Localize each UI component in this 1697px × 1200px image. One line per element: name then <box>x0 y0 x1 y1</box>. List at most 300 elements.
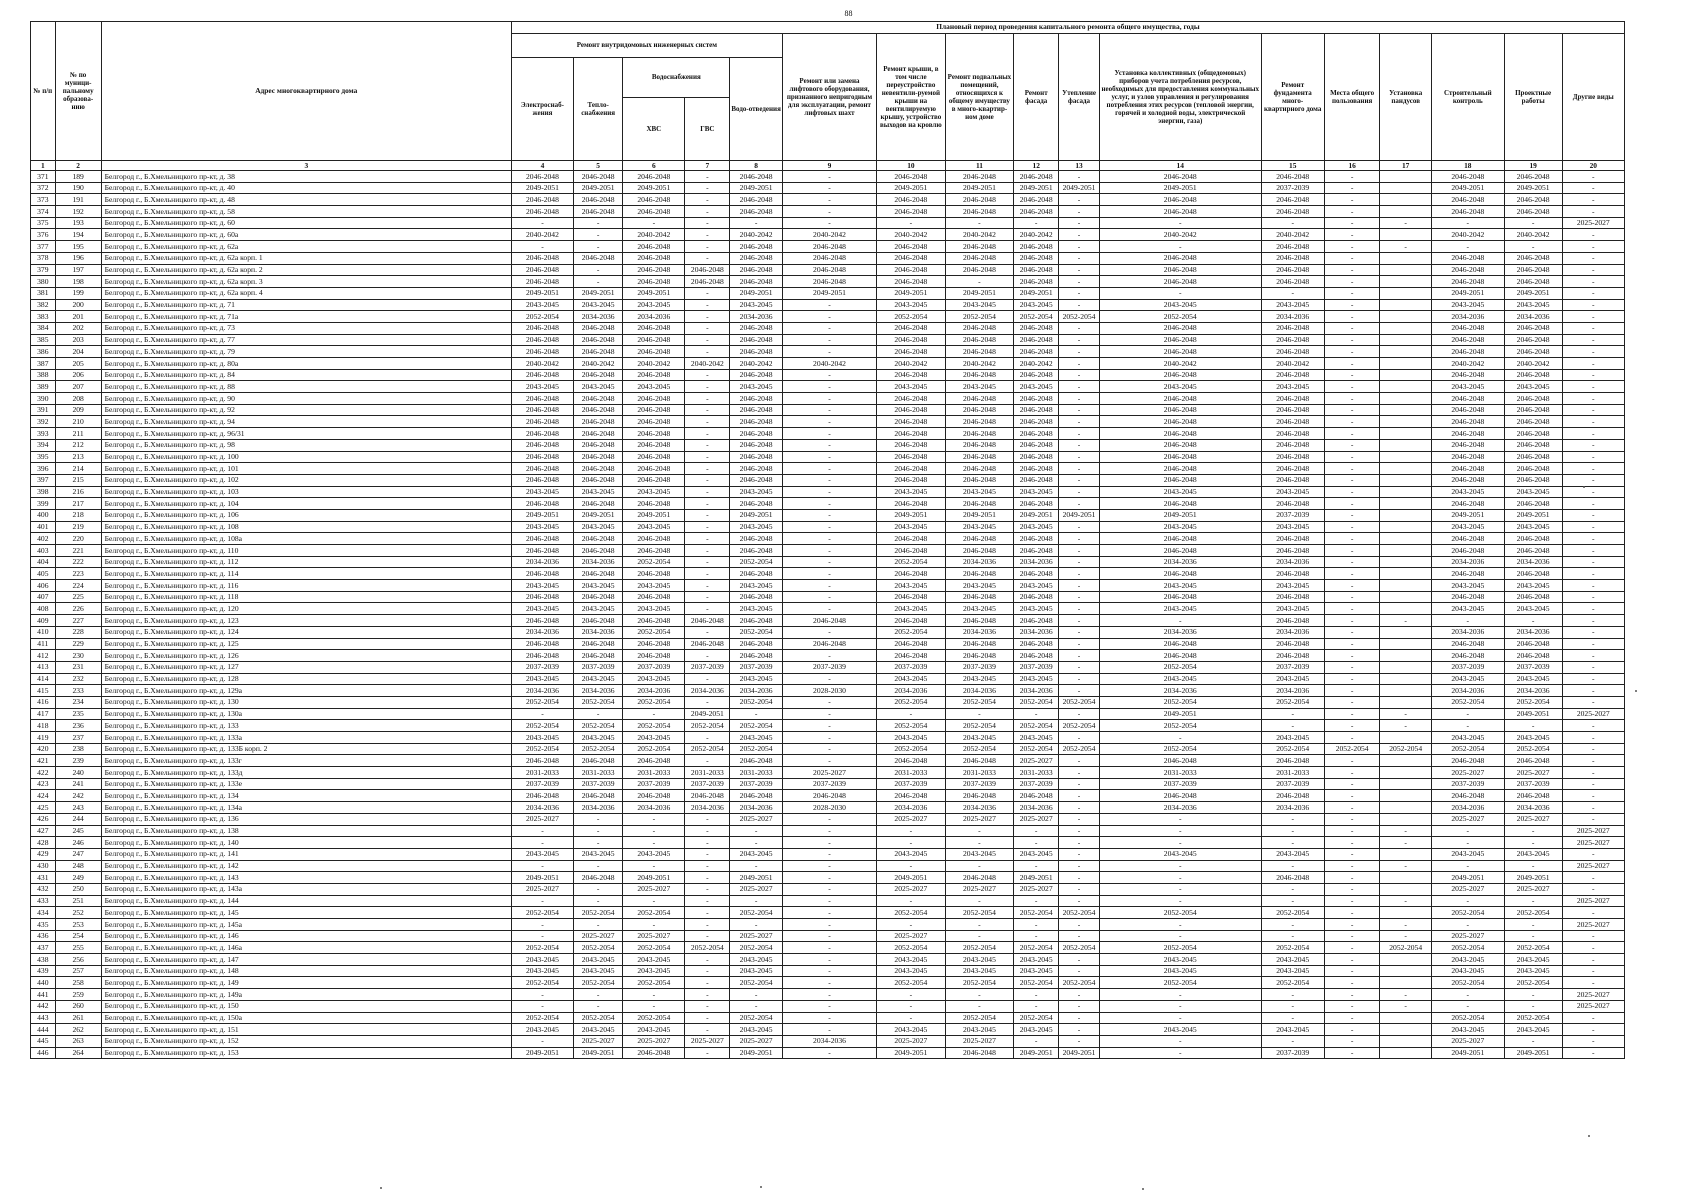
period-cell: 2049-2051 <box>730 287 782 299</box>
period-cell: 2043-2045 <box>1099 486 1261 498</box>
period-cell: 2046-2048 <box>511 545 573 557</box>
period-cell: 2046-2048 <box>1099 533 1261 545</box>
period-cell: 2034-2036 <box>1504 802 1562 814</box>
row-number-cell: 424 <box>31 790 56 802</box>
municipal-number-cell: 261 <box>55 1012 101 1024</box>
period-cell: - <box>1562 1047 1624 1059</box>
address-cell: Белгород г., Б.Хмельницкого пр-кт, д. 129а <box>101 685 511 697</box>
period-cell: 2031-2033 <box>730 767 782 779</box>
period-cell: - <box>782 182 876 194</box>
column-number: 4 <box>511 161 573 171</box>
period-cell: - <box>511 919 573 931</box>
period-cell: - <box>945 825 1014 837</box>
period-cell: - <box>1562 171 1624 183</box>
period-cell: - <box>782 673 876 685</box>
period-cell: - <box>1059 533 1100 545</box>
municipal-number-cell: 196 <box>55 252 101 264</box>
period-cell: 2043-2045 <box>730 732 782 744</box>
period-cell: - <box>1431 989 1504 1001</box>
period-cell: 2025-2027 <box>730 930 782 942</box>
period-cell: 2052-2054 <box>623 1012 685 1024</box>
row-number-cell: 407 <box>31 591 56 603</box>
period-cell: - <box>1059 813 1100 825</box>
header-drain: Водо-отведения <box>730 58 782 161</box>
period-cell: 2046-2048 <box>574 790 623 802</box>
municipal-number-cell: 195 <box>55 241 101 253</box>
period-cell: - <box>1099 615 1261 627</box>
address-cell: Белгород г., Б.Хмельницкого пр-кт, д. 112 <box>101 556 511 568</box>
period-cell: 2052-2054 <box>877 696 946 708</box>
period-cell: - <box>782 474 876 486</box>
period-cell: 2046-2048 <box>574 463 623 475</box>
period-cell: 2043-2045 <box>1261 732 1324 744</box>
period-cell: - <box>782 965 876 977</box>
period-cell: - <box>945 919 1014 931</box>
period-cell: - <box>1324 311 1380 323</box>
row-number-cell: 400 <box>31 509 56 521</box>
period-cell: 2052-2054 <box>574 907 623 919</box>
period-cell: 2046-2048 <box>1431 533 1504 545</box>
period-cell <box>1380 299 1431 311</box>
period-cell: 2052-2054 <box>1431 696 1504 708</box>
period-cell: 2046-2048 <box>1431 416 1504 428</box>
period-cell: 2046-2048 <box>574 474 623 486</box>
table-row <box>31 954 1625 966</box>
row-number-cell: 412 <box>31 650 56 662</box>
period-cell: 2025-2027 <box>1562 217 1624 229</box>
period-cell: 2025-2027 <box>945 883 1014 895</box>
period-cell: 2043-2045 <box>1431 603 1504 615</box>
period-cell: - <box>574 708 623 720</box>
period-cell: - <box>1562 264 1624 276</box>
period-cell: 2049-2051 <box>877 287 946 299</box>
period-cell <box>1380 346 1431 358</box>
period-cell: 2046-2048 <box>574 428 623 440</box>
municipal-number-cell: 191 <box>55 194 101 206</box>
period-cell: 2043-2045 <box>1504 603 1562 615</box>
period-cell: 2046-2048 <box>1099 393 1261 405</box>
period-cell <box>1380 311 1431 323</box>
period-cell: 2043-2045 <box>877 732 946 744</box>
row-number-cell: 374 <box>31 206 56 218</box>
period-cell: 2031-2033 <box>574 767 623 779</box>
period-cell: 2046-2048 <box>574 393 623 405</box>
period-cell: 2043-2045 <box>574 580 623 592</box>
period-cell: - <box>1059 194 1100 206</box>
period-cell: - <box>782 194 876 206</box>
period-cell: 2025-2027 <box>730 813 782 825</box>
period-cell: - <box>1562 358 1624 370</box>
column-number: 12 <box>1014 161 1059 171</box>
table-row <box>31 650 1625 662</box>
period-cell: 2046-2048 <box>1431 404 1504 416</box>
period-cell: - <box>782 171 876 183</box>
period-cell: 2052-2054 <box>511 696 573 708</box>
period-cell: 2034-2036 <box>511 626 573 638</box>
period-cell: 2046-2048 <box>1099 194 1261 206</box>
period-cell: 2049-2051 <box>574 287 623 299</box>
period-cell: 2052-2054 <box>945 942 1014 954</box>
period-cell: 2052-2054 <box>511 743 573 755</box>
period-cell: - <box>574 860 623 872</box>
period-cell <box>1380 206 1431 218</box>
address-cell: Белгород г., Б.Хмельницкого пр-кт, д. 147 <box>101 954 511 966</box>
row-number-cell: 383 <box>31 311 56 323</box>
address-cell: Белгород г., Б.Хмельницкого пр-кт, д. 77 <box>101 334 511 346</box>
row-number-cell: 414 <box>31 673 56 685</box>
period-cell: 2046-2048 <box>877 790 946 802</box>
period-cell: 2043-2045 <box>511 1024 573 1036</box>
period-cell: 2025-2027 <box>945 813 1014 825</box>
period-cell: 2046-2048 <box>1099 790 1261 802</box>
period-cell: 2052-2054 <box>1261 743 1324 755</box>
period-cell: - <box>1059 287 1100 299</box>
period-cell: 2052-2054 <box>877 977 946 989</box>
period-cell: 2046-2048 <box>1261 498 1324 510</box>
address-cell: Белгород г., Б.Хмельницкого пр-кт, д. 150а <box>101 1012 511 1024</box>
period-cell: - <box>1324 603 1380 615</box>
period-cell: 2043-2045 <box>1431 954 1504 966</box>
period-cell: - <box>511 895 573 907</box>
period-cell: - <box>1431 720 1504 732</box>
period-cell: 2046-2048 <box>730 416 782 428</box>
period-cell: 2046-2048 <box>623 171 685 183</box>
period-cell: 2046-2048 <box>730 171 782 183</box>
period-cell: 2040-2042 <box>730 358 782 370</box>
period-cell: 2052-2054 <box>1014 311 1059 323</box>
address-cell: Белгород г., Б.Хмельницкого пр-кт, д. 138 <box>101 825 511 837</box>
period-cell: - <box>1261 1012 1324 1024</box>
period-cell: 2046-2048 <box>877 428 946 440</box>
period-cell: - <box>1562 521 1624 533</box>
period-cell: - <box>877 825 946 837</box>
municipal-number-cell: 239 <box>55 755 101 767</box>
municipal-number-cell: 198 <box>55 276 101 288</box>
period-cell: - <box>1380 708 1431 720</box>
period-cell: 2052-2054 <box>1014 1012 1059 1024</box>
period-cell: - <box>1099 930 1261 942</box>
period-cell: 2031-2033 <box>1261 767 1324 779</box>
period-cell: - <box>685 498 730 510</box>
period-cell: 2034-2036 <box>511 685 573 697</box>
period-cell <box>1380 580 1431 592</box>
period-cell: 2046-2048 <box>1504 474 1562 486</box>
period-cell: 2052-2054 <box>877 907 946 919</box>
table-row <box>31 778 1625 790</box>
period-cell: - <box>1059 252 1100 264</box>
period-cell: 2052-2054 <box>945 720 1014 732</box>
period-cell: 2043-2045 <box>1014 954 1059 966</box>
period-cell: 2037-2039 <box>1261 661 1324 673</box>
period-cell: 2046-2048 <box>623 439 685 451</box>
period-cell: 2034-2036 <box>1431 685 1504 697</box>
period-cell: - <box>1324 474 1380 486</box>
period-cell: 2043-2045 <box>1099 673 1261 685</box>
municipal-number-cell: 230 <box>55 650 101 662</box>
period-cell: - <box>1059 860 1100 872</box>
period-cell: 2046-2048 <box>782 615 876 627</box>
period-cell: 2046-2048 <box>574 650 623 662</box>
period-cell: 2043-2045 <box>574 732 623 744</box>
address-cell: Белгород г., Б.Хмельницкого пр-кт, д. 150 <box>101 1000 511 1012</box>
row-number-cell: 428 <box>31 837 56 849</box>
period-cell <box>1380 685 1431 697</box>
period-cell: 2043-2045 <box>574 965 623 977</box>
period-cell: 2025-2027 <box>1431 767 1504 779</box>
period-cell: 2043-2045 <box>511 732 573 744</box>
period-cell: - <box>685 919 730 931</box>
period-cell: 2043-2045 <box>730 673 782 685</box>
period-cell: - <box>623 989 685 1001</box>
period-cell: - <box>1014 708 1059 720</box>
period-cell: 2052-2054 <box>1431 942 1504 954</box>
period-cell: - <box>685 556 730 568</box>
period-cell: - <box>1324 1047 1380 1059</box>
period-cell: 2049-2051 <box>1014 509 1059 521</box>
address-cell: Белгород г., Б.Хмельницкого пр-кт, д. 133а <box>101 732 511 744</box>
period-cell: 2046-2048 <box>623 1047 685 1059</box>
address-cell: Белгород г., Б.Хмельницкого пр-кт, д. 60а <box>101 229 511 241</box>
period-cell: 2049-2051 <box>1431 509 1504 521</box>
period-cell: 2046-2048 <box>730 498 782 510</box>
row-number-cell: 433 <box>31 895 56 907</box>
period-cell: - <box>685 907 730 919</box>
period-cell: - <box>1324 696 1380 708</box>
period-cell: - <box>1324 767 1380 779</box>
period-cell: 2049-2051 <box>877 1047 946 1059</box>
period-cell: - <box>1324 954 1380 966</box>
header-other: Другие виды <box>1562 34 1624 161</box>
period-cell: 2052-2054 <box>730 1012 782 1024</box>
period-cell: - <box>1324 346 1380 358</box>
period-cell: 2052-2054 <box>685 743 730 755</box>
period-cell: 2046-2048 <box>1099 638 1261 650</box>
period-cell: - <box>782 580 876 592</box>
period-cell: 2037-2039 <box>1504 661 1562 673</box>
municipal-number-cell: 248 <box>55 860 101 872</box>
period-cell: - <box>1324 358 1380 370</box>
period-cell: 2052-2054 <box>623 720 685 732</box>
period-cell: 2049-2051 <box>877 182 946 194</box>
period-cell: 2046-2048 <box>1504 393 1562 405</box>
period-cell: - <box>782 451 876 463</box>
period-cell: - <box>1562 942 1624 954</box>
period-cell: 2043-2045 <box>945 848 1014 860</box>
period-cell: 2046-2048 <box>623 790 685 802</box>
period-cell: - <box>1324 486 1380 498</box>
period-cell: - <box>1059 580 1100 592</box>
period-cell: 2046-2048 <box>574 334 623 346</box>
period-cell: 2046-2048 <box>945 334 1014 346</box>
municipal-number-cell: 220 <box>55 533 101 545</box>
period-cell: - <box>1562 767 1624 779</box>
period-cell: - <box>1324 661 1380 673</box>
address-cell: Белгород г., Б.Хмельницкого пр-кт, д. 48 <box>101 194 511 206</box>
period-cell: - <box>1059 486 1100 498</box>
period-cell: 2043-2045 <box>730 1024 782 1036</box>
period-cell: - <box>685 580 730 592</box>
period-cell: - <box>1099 241 1261 253</box>
period-cell <box>1380 802 1431 814</box>
period-cell: 2046-2048 <box>945 591 1014 603</box>
period-cell: 2052-2054 <box>1059 720 1100 732</box>
period-cell: - <box>730 1000 782 1012</box>
period-cell: 2034-2036 <box>730 685 782 697</box>
period-cell: 2049-2051 <box>1014 182 1059 194</box>
period-cell: - <box>1562 381 1624 393</box>
period-cell: 2046-2048 <box>1431 276 1504 288</box>
period-cell: 2043-2045 <box>623 486 685 498</box>
period-cell: 2049-2051 <box>1504 872 1562 884</box>
municipal-number-cell: 201 <box>55 311 101 323</box>
table-row <box>31 287 1625 299</box>
period-cell: 2043-2045 <box>1261 521 1324 533</box>
period-cell: - <box>1562 790 1624 802</box>
period-cell: - <box>782 708 876 720</box>
period-cell: - <box>1562 439 1624 451</box>
address-cell: Белгород г., Б.Хмельницкого пр-кт, д. 133г <box>101 755 511 767</box>
period-cell: - <box>1324 708 1380 720</box>
period-cell: - <box>782 919 876 931</box>
period-cell: 2043-2045 <box>511 848 573 860</box>
address-cell: Белгород г., Б.Хмельницкого пр-кт, д. 104 <box>101 498 511 510</box>
period-cell: 2052-2054 <box>1261 977 1324 989</box>
period-cell: - <box>1562 685 1624 697</box>
period-cell: 2046-2048 <box>1261 194 1324 206</box>
period-cell: - <box>1504 837 1562 849</box>
period-cell: 2043-2045 <box>511 486 573 498</box>
period-cell: 2034-2036 <box>1261 802 1324 814</box>
period-cell: 2037-2039 <box>730 778 782 790</box>
municipal-number-cell: 258 <box>55 977 101 989</box>
period-cell: 2037-2039 <box>1504 778 1562 790</box>
period-cell: 2052-2054 <box>574 1012 623 1024</box>
period-cell: - <box>1562 194 1624 206</box>
period-cell: 2046-2048 <box>877 346 946 358</box>
period-cell: 2043-2045 <box>730 603 782 615</box>
period-cell: 2052-2054 <box>685 720 730 732</box>
row-number-cell: 426 <box>31 813 56 825</box>
period-cell: - <box>1099 919 1261 931</box>
period-cell: - <box>1059 895 1100 907</box>
address-cell: Белгород г., Б.Хмельницкого пр-кт, д. 149 <box>101 977 511 989</box>
municipal-number-cell: 225 <box>55 591 101 603</box>
period-cell: - <box>782 311 876 323</box>
period-cell: 2046-2048 <box>877 638 946 650</box>
row-number-cell: 377 <box>31 241 56 253</box>
period-cell: 2049-2051 <box>1014 872 1059 884</box>
period-cell: - <box>782 521 876 533</box>
period-cell: 2046-2048 <box>1504 650 1562 662</box>
municipal-number-cell: 255 <box>55 942 101 954</box>
period-cell: - <box>1562 965 1624 977</box>
period-cell: 2046-2048 <box>1431 264 1504 276</box>
period-cell: 2037-2039 <box>1261 182 1324 194</box>
header-control: Строительный контроль <box>1431 34 1504 161</box>
header-design: Проектные работы <box>1504 34 1562 161</box>
period-cell: 2025-2027 <box>877 930 946 942</box>
municipal-number-cell: 205 <box>55 358 101 370</box>
period-cell: 2046-2048 <box>945 264 1014 276</box>
period-cell: - <box>1261 720 1324 732</box>
period-cell: - <box>782 954 876 966</box>
period-cell: 2046-2048 <box>1261 346 1324 358</box>
address-cell: Белгород г., Б.Хмельницкого пр-кт, д. 143 <box>101 872 511 884</box>
period-cell: 2034-2036 <box>945 556 1014 568</box>
period-cell: - <box>685 287 730 299</box>
period-cell: 2046-2048 <box>623 276 685 288</box>
period-cell: 2046-2048 <box>945 463 1014 475</box>
period-cell: 2043-2045 <box>877 954 946 966</box>
period-cell: - <box>1380 930 1431 942</box>
period-cell: 2046-2048 <box>1504 638 1562 650</box>
period-cell: - <box>1324 299 1380 311</box>
period-cell: - <box>1059 439 1100 451</box>
table-row <box>31 568 1625 580</box>
period-cell: 2046-2048 <box>511 533 573 545</box>
period-cell: - <box>685 206 730 218</box>
period-cell: - <box>1324 334 1380 346</box>
period-cell: - <box>1324 580 1380 592</box>
period-cell: - <box>782 1024 876 1036</box>
period-cell: 2052-2054 <box>945 696 1014 708</box>
period-cell: 2052-2054 <box>1059 696 1100 708</box>
address-cell: Белгород г., Б.Хмельницкого пр-кт, д. 133Б корп. 2 <box>101 743 511 755</box>
period-cell: 2043-2045 <box>574 381 623 393</box>
column-number: 14 <box>1099 161 1261 171</box>
period-cell: 2046-2048 <box>511 474 573 486</box>
municipal-number-cell: 246 <box>55 837 101 849</box>
period-cell: - <box>782 404 876 416</box>
period-cell: 2046-2048 <box>511 194 573 206</box>
period-cell: - <box>1504 895 1562 907</box>
column-number: 13 <box>1059 161 1100 171</box>
period-cell: 2037-2039 <box>685 661 730 673</box>
period-cell: 2034-2036 <box>685 685 730 697</box>
period-cell: 2034-2036 <box>877 802 946 814</box>
period-cell: 2043-2045 <box>945 673 1014 685</box>
period-cell: 2052-2054 <box>1099 942 1261 954</box>
period-cell: 2043-2045 <box>1504 732 1562 744</box>
table-row <box>31 299 1625 311</box>
period-cell <box>1380 369 1431 381</box>
period-cell: 2046-2048 <box>945 206 1014 218</box>
period-cell: 2052-2054 <box>574 720 623 732</box>
period-cell: - <box>1562 907 1624 919</box>
period-cell: - <box>1059 638 1100 650</box>
table-row <box>31 1035 1625 1047</box>
period-cell: - <box>1324 860 1380 872</box>
table-row <box>31 358 1625 370</box>
period-cell: 2034-2036 <box>730 802 782 814</box>
period-cell: 2043-2045 <box>1431 848 1504 860</box>
period-cell: 2034-2036 <box>1504 311 1562 323</box>
period-cell: - <box>1324 825 1380 837</box>
period-cell: 2034-2036 <box>945 626 1014 638</box>
period-cell: 2046-2048 <box>1261 872 1324 884</box>
period-cell: - <box>1099 217 1261 229</box>
period-cell: - <box>1059 451 1100 463</box>
period-cell: 2046-2048 <box>1261 416 1324 428</box>
period-cell: 2046-2048 <box>730 334 782 346</box>
period-cell: 2052-2054 <box>730 720 782 732</box>
period-cell: 2046-2048 <box>1014 568 1059 580</box>
period-cell: - <box>782 217 876 229</box>
period-cell: 2046-2048 <box>1431 346 1504 358</box>
municipal-number-cell: 189 <box>55 171 101 183</box>
row-number-cell: 406 <box>31 580 56 592</box>
period-cell: 2043-2045 <box>730 521 782 533</box>
